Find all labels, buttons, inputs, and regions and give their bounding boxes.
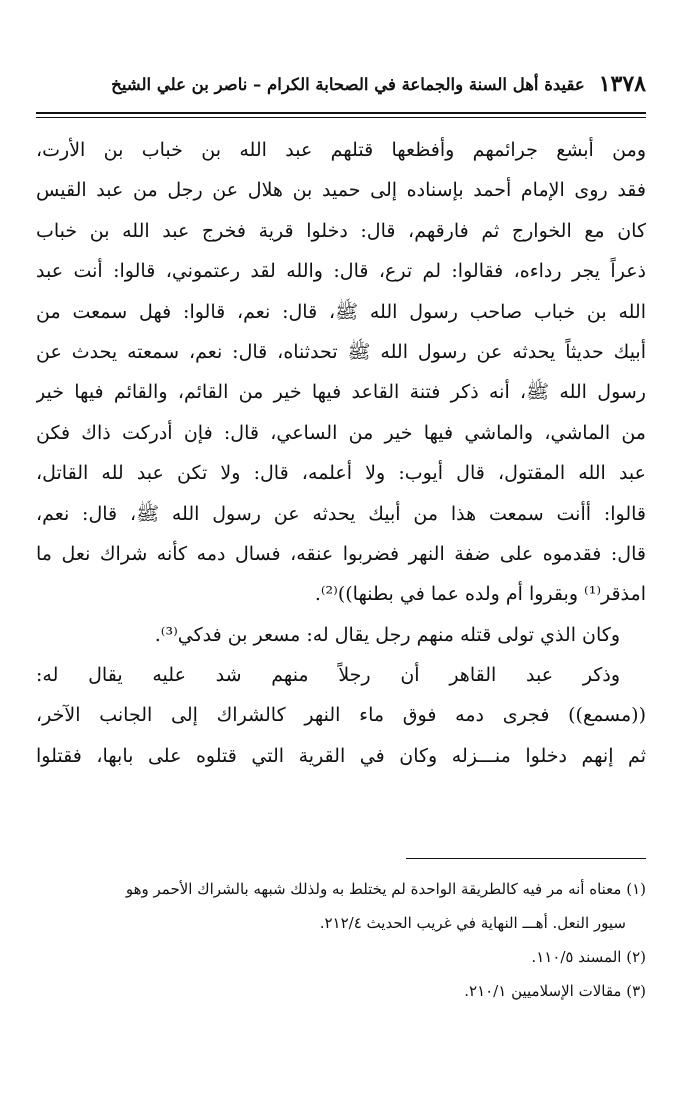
text-line: رسول الله ﷺ، أنه ذكر فتنة القاعد فيها خير من القائم، والقائم فيها خير xyxy=(36,381,646,404)
text-line: كان مع الخوارج ثم فارقهم، قال: دخلوا قرية فخرج عبد الله بن خباب xyxy=(36,219,646,242)
page-header xyxy=(42,64,646,104)
text-line: من الماشي، والماشي فيها خير من الساعي، قال: فإن أدركت ذاك فكن xyxy=(36,421,646,444)
text-line: وكان الذي تولى قتله منهم رجل يقال له: مسعر بن فدكي⁽³⁾. xyxy=(154,623,620,646)
footnote-line: (٢) المسند ١١٠/٥. xyxy=(531,948,646,966)
footnote-separator xyxy=(406,858,646,859)
footnote-line: (٣) مقالات الإسلاميين ٢١٠/١. xyxy=(464,982,646,1000)
text-line: ثم إنهم دخلوا منـــزله وكان في القرية التي قتلوه على بابها، فقتلوا xyxy=(36,744,646,767)
footnotes xyxy=(36,872,646,1008)
text-line: ومن أبشع جرائمهم وأفظعها قتلهم عبد الله بن خباب بن الأرت، xyxy=(36,139,646,161)
text-line: امذقر⁽¹⁾ وبقروا أم ولده عما في بطنها))⁽²⁾. xyxy=(314,583,646,606)
header-rule-thick xyxy=(36,112,646,114)
text-line: أبيك حديثاً يحدثه عن رسول الله ﷺ تحدثناه، قال: نعم، سمعته يحدث عن xyxy=(36,340,646,363)
text-line: وذكر عبد القاهر أن رجلاً منهم شد عليه يقال له: xyxy=(36,664,620,687)
footnote-line: (١) معناه أنه مر فيه كالطريقة الواحدة لم يختلط به ولذلك شبهه بالشراك الأحمر وهو xyxy=(125,880,646,898)
text-line: قال: فقدموه على ضفة النهر فضربوا عنقه، فسال دمه كأنه شراك نعل ما xyxy=(36,542,646,565)
text-line: قالوا: أأنت سمعت هذا من أبيك يحدثه عن رسول الله ﷺ، قال: نعم، xyxy=(36,502,646,525)
running-title: عقيدة أهل السنة والجماعة في الصحابة الكرام – ناصر بن علي الشيخ xyxy=(111,74,585,94)
header-rule-thin xyxy=(36,117,646,118)
text-line: عبد الله المقتول، قال أيوب: ولا أعلمه، قال: ولا تكن عبد لله القاتل، xyxy=(36,462,646,485)
text-line: الله بن خباب صاحب رسول الله ﷺ، قال: نعم، قالوا: فهل سمعت من xyxy=(36,300,646,323)
text-line: فقد روى الإمام أحمد بإسناده إلى حميد بن هلال عن رجل من عبد القيس xyxy=(36,179,646,202)
footnote-line: سيور النعل. أهـــ النهاية في غريب الحديث ٢١٢/٤. xyxy=(319,914,626,932)
main-text xyxy=(36,130,646,776)
page-number: ١٣٧٨ xyxy=(598,71,646,97)
text-line: ذعراً يجر رداءه، فقالوا: لم ترع، قال: والله لقد رعتموني، قالوا: أنت عبد xyxy=(36,260,646,283)
text-line: ((مسمع)) فجرى دمه فوق ماء النهر كالشراك إلى الجانب الآخر، xyxy=(36,704,646,727)
